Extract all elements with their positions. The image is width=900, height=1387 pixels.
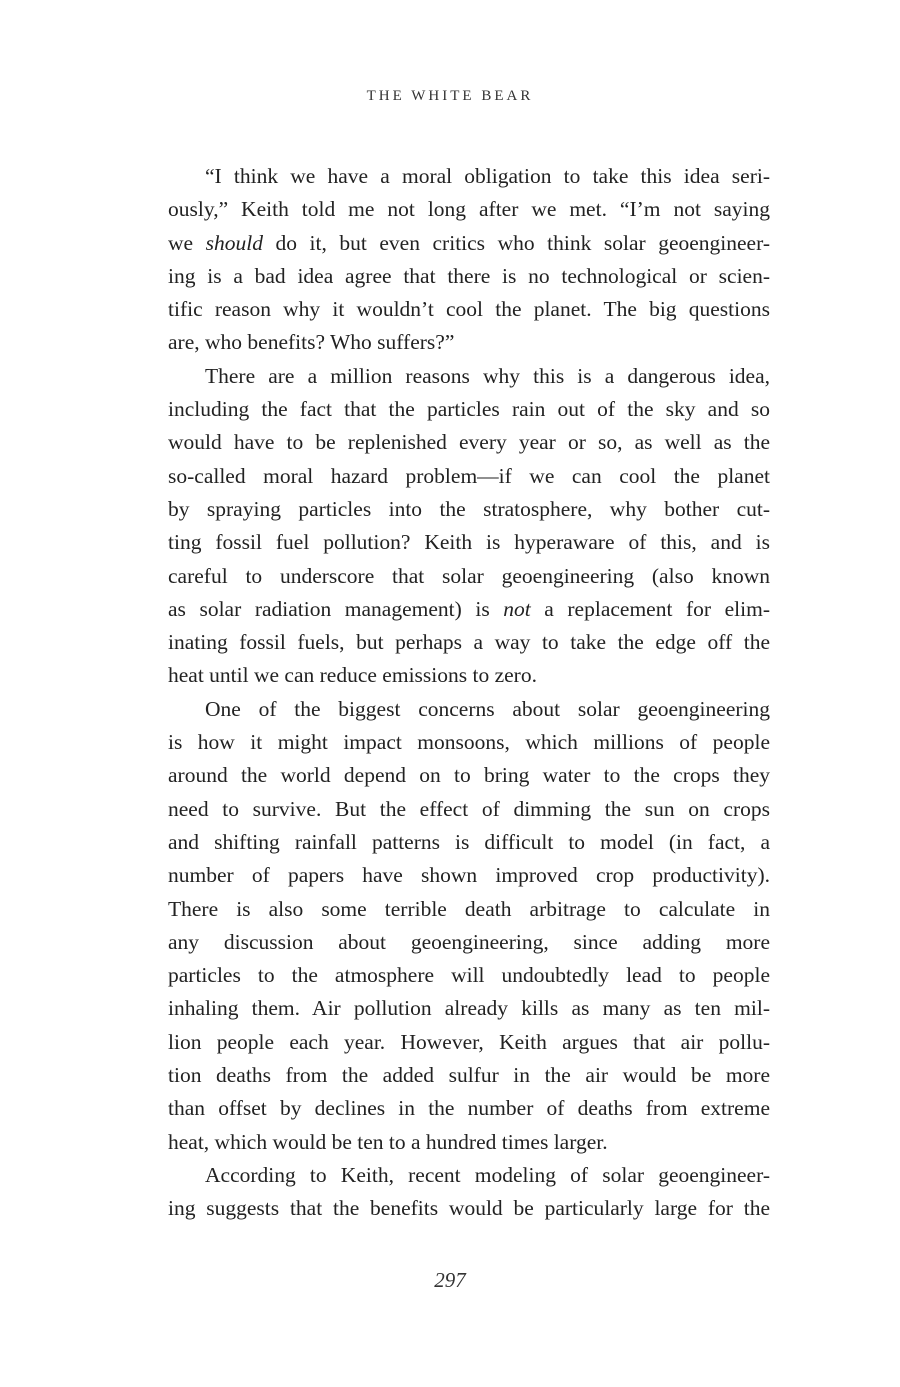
text-line: heat until we can reduce emissions to zero. [168, 663, 537, 688]
text-line: need to survive. But the effect of dimming the sun on crops [168, 796, 770, 821]
text-line: and shifting rainfall patterns is difficult to model (in fact, a [168, 829, 770, 854]
text-line: According to Keith, recent modeling of solar geoengineer- [205, 1162, 770, 1187]
text-line: tion deaths from the added sulfur in the air would be more [168, 1063, 770, 1088]
text-line: inhaling them. Air pollution already kills as many as ten mil- [168, 996, 770, 1021]
text-line: including the fact that the particles rain out of the sky and so [168, 397, 770, 422]
text-line: is how it might impact monsoons, which millions of people [168, 730, 770, 755]
running-head: THE WHITE BEAR [366, 88, 534, 104]
text-line: heat, which would be ten to a hundred times larger. [168, 1129, 608, 1154]
text-line: particles to the atmosphere will undoubtedly lead to people [168, 963, 770, 988]
page-number: 297 [434, 1268, 466, 1292]
text-line: number of papers have shown improved crop productivity). [168, 863, 770, 888]
text-line: “I think we have a moral obligation to take this idea seri- [205, 164, 770, 188]
body-text [168, 160, 770, 1226]
text-line: by spraying particles into the stratosphere, why bother cut- [168, 496, 770, 521]
text-line: so-called moral hazard problem—if we can cool the planet [168, 463, 770, 488]
text-line: tific reason why it wouldn’t cool the planet. The big questions [168, 297, 770, 322]
text-line: any discussion about geoengineering, since adding more [168, 929, 770, 954]
text-line: would have to be replenished every year or so, as well as the [168, 430, 770, 455]
text-line: ing suggests that the benefits would be particularly large for the [168, 1196, 770, 1221]
paragraph [168, 1159, 770, 1226]
paragraph [168, 160, 770, 360]
text-line: than offset by declines in the number of deaths from extreme [168, 1096, 770, 1121]
text-line: There is also some terrible death arbitrage to calculate in [168, 896, 770, 921]
paragraph [168, 360, 770, 693]
text-line: There are a million reasons why this is a dangerous idea, [205, 363, 770, 388]
emphasis: should [205, 230, 263, 255]
text-line: ting fossil fuel pollution? Keith is hyperaware of this, and is [168, 530, 770, 555]
text-line: around the world depend on to bring water to the crops they [168, 763, 770, 788]
text-line: ously,” Keith told me not long after we met. “I’m not saying [168, 197, 770, 222]
text-line: careful to underscore that solar geoengineering (also known [168, 563, 770, 588]
text-line: as solar radiation management) is not a replacement for elim- [168, 596, 770, 621]
emphasis: not [503, 596, 531, 621]
text-line: lion people each year. However, Keith argues that air pollu- [168, 1029, 770, 1054]
paragraph [168, 693, 770, 1159]
text-line: inating fossil fuels, but perhaps a way to take the edge off the [168, 630, 770, 655]
text-line: we should do it, but even critics who think solar geoengineer- [168, 230, 770, 255]
text-line: ing is a bad idea agree that there is no technological or scien- [168, 263, 770, 288]
text-line: are, who benefits? Who suffers?” [168, 330, 455, 355]
text-line: One of the biggest concerns about solar geoengineering [205, 696, 770, 721]
